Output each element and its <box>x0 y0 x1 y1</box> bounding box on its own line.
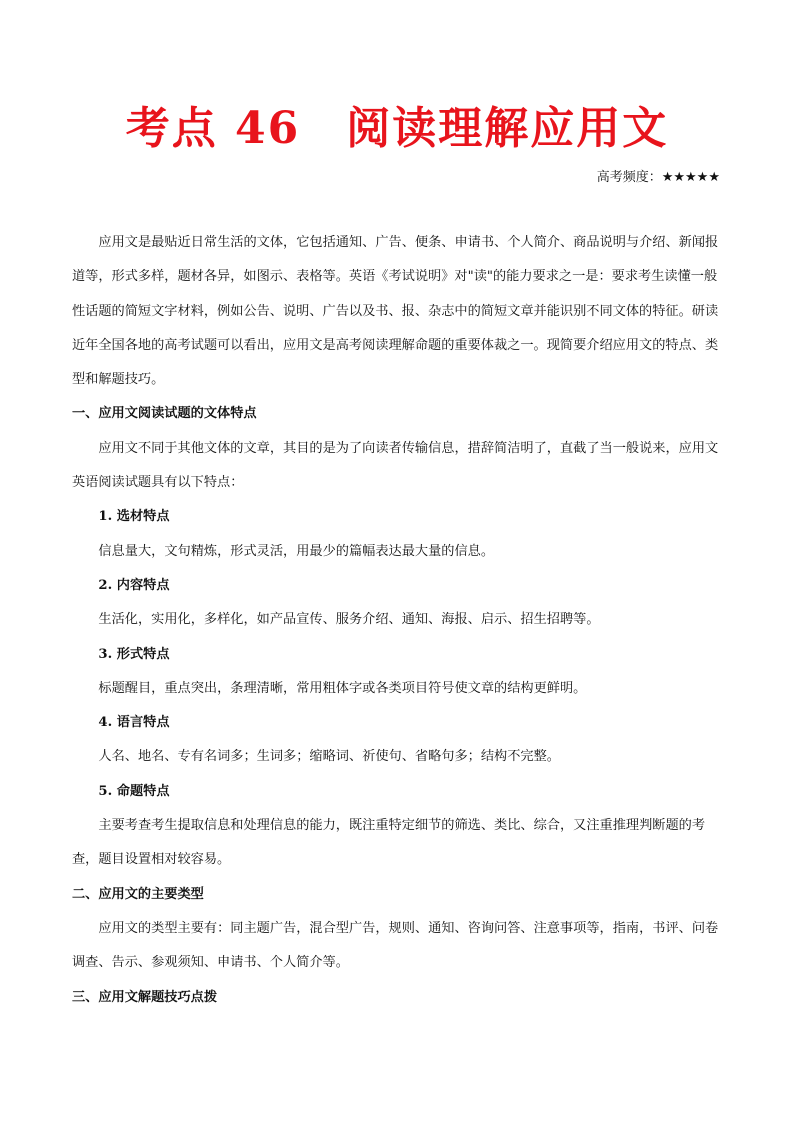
exam-frequency <box>597 166 720 185</box>
feature-heading <box>72 638 722 672</box>
feature-heading <box>72 706 722 740</box>
frequency-stars-icon: ★★★★★ <box>661 170 720 185</box>
title-topic-number: 考点 46 <box>125 103 301 154</box>
section-heading: 三、应用文解题技巧点拨 <box>72 989 218 1005</box>
feature-number: 1. <box>98 509 113 525</box>
section-heading: 一、应用文阅读试题的文体特点 <box>72 406 257 422</box>
feature-text: 信息量大，文句精炼，形式灵活，用最少的篇幅表达最大量的信息。 <box>98 543 495 559</box>
feature-text: 人名、地名、专有名词多；生词多；缩略词、祈使句、省略句多；结构不完整。 <box>98 749 560 765</box>
feature-label: 选材特点 <box>116 509 170 525</box>
feature-number: 3. <box>98 646 113 662</box>
section-paragraph: 应用文的类型主要有：同主题广告，混合型广告，规则、通知、咨询问答、注意事项等，指南，书评、问卷调查、告示、参观须知、申请书、个人简介等。 <box>72 920 719 971</box>
feature-number: 4. <box>98 715 113 731</box>
feature-heading <box>72 775 722 809</box>
feature-label: 语言特点 <box>116 715 170 731</box>
frequency-label: 高考频度： <box>596 170 662 185</box>
section-paragraph: 应用文不同于其他文体的文章，其目的是为了向读者传输信息，措辞简洁明了，直截了当一般说来，应用文英语阅读试题具有以下特点： <box>72 440 719 491</box>
feature-text: 主要考查考生提取信息和处理信息的能力，既注重特定细节的筛选、类比、综合，又注重推理判断题的考查，题目设置相对较容易。 <box>72 818 706 868</box>
feature-number: 2. <box>98 577 113 593</box>
feature-heading <box>72 569 722 603</box>
feature-label: 形式特点 <box>116 646 170 662</box>
document-body <box>72 226 722 1015</box>
page-title <box>0 92 794 156</box>
feature-text: 标题醒目，重点突出，条理清晰，常用粗体字或各类项目符号使文章的结构更鲜明。 <box>98 680 587 696</box>
title-topic-name: 阅读理解应用文 <box>346 103 669 154</box>
feature-heading <box>72 500 722 534</box>
intro-paragraph: 应用文是最贴近日常生活的文体，它包括通知、广告、便条、申请书、个人简介、商品说明与介绍、新闻报道等，形式多样，题材各异，如图示、表格等。英语《考试说明》对"读"的能力要求之一是：要求考生读懂一般性话题的简短文字材料，例如公告、说明、广告以及书、报、杂志中的简短文章并能识别不同文体的特征。研读近年全国各地的高考试题可以看出，应用文是高考阅读理解命题的重要体裁之一。现简要介绍应用文的特点、类型和解题技巧。 <box>72 235 719 388</box>
feature-text: 生活化，实用化，多样化，如产品宣传、服务介绍、通知、海报、启示、招生招聘等。 <box>98 612 600 628</box>
section-heading: 二、应用文的主要类型 <box>72 886 204 902</box>
feature-label: 命题特点 <box>116 783 170 799</box>
feature-label: 内容特点 <box>116 577 170 593</box>
feature-number: 5. <box>98 783 113 799</box>
